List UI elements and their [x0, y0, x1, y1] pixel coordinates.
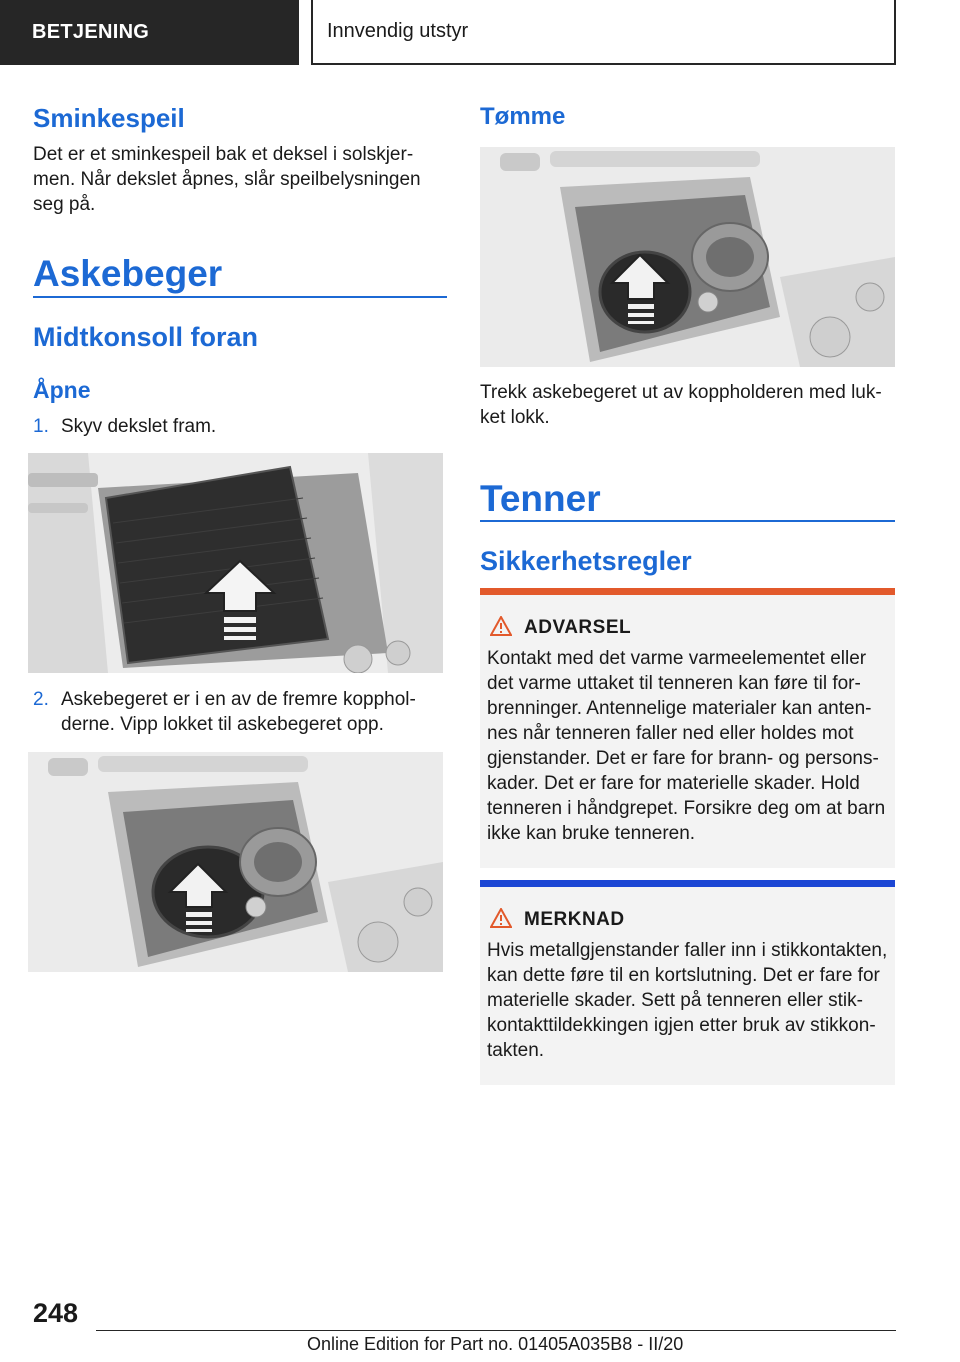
empty-text: Trekk askebegeret ut av koppholderen med luk-ket lokk.	[480, 382, 882, 428]
warning-triangle-icon	[490, 616, 512, 636]
empty-heading: Tømme	[480, 103, 566, 130]
step-text: Skyv dekslet fram.	[61, 416, 217, 437]
warning-box	[480, 588, 895, 868]
step-text: Askebegeret er i en av de fremre kopphol-derne. Vipp lokket til askebegeret opp.	[61, 689, 416, 735]
console-heading: Midtkonsoll foran	[33, 322, 258, 352]
note-text: Hvis metallgjenstander faller inn i stikkontakten, kan dette føre til en kortslutning. Det er fare for materielle skader. Sett på tenneren eller stik-kontakttildekkingen igjen etter bruk av stikkon-takten.	[487, 940, 888, 1061]
ashtray-removal-photo	[480, 147, 895, 367]
step-1	[33, 414, 443, 440]
note-bar	[480, 880, 895, 887]
step-number: 1.	[33, 416, 49, 437]
mirror-text: Det er et sminkespeil bak et deksel i solskjer-men. Når dekslet åpnes, slår speilbelysningen seg på.	[33, 144, 421, 215]
section-tab: BETJENING	[0, 0, 299, 65]
safety-heading: Sikkerhetsregler	[480, 546, 692, 576]
warning-triangle-icon	[490, 908, 512, 928]
mirror-heading: Sminkespeil	[33, 103, 185, 133]
console-cover-photo	[28, 453, 443, 673]
open-heading: Åpne	[33, 377, 91, 403]
footer-rule	[96, 1330, 896, 1331]
page-number: 248	[33, 1298, 79, 1328]
note-title: MERKNAD	[524, 909, 625, 930]
step-2	[33, 687, 443, 739]
section-rule	[480, 520, 895, 522]
step-number: 2.	[33, 689, 49, 710]
lighter-heading: Tenner	[480, 478, 601, 519]
cupholder-ashtray-photo	[28, 752, 443, 972]
chapter-title: Innvendig utstyr	[311, 0, 896, 65]
warning-bar	[480, 588, 895, 595]
warning-text: Kontakt med det varme varmeelementet eller det varme uttaket til tenneren kan føre til for-brenninger. Antennelige materialer kan anten-nes når tenneren faller ned eller holdes mot gjenstander. Det er fare for brann- og persons-kader. Det er fare for materielle skader. Hold tenneren i håndgrepet. Forsikre deg om at barn ikke kan bruke tenneren.	[487, 648, 886, 844]
warning-title: ADVARSEL	[524, 617, 632, 638]
ashtray-heading: Askebeger	[33, 253, 223, 294]
note-box	[480, 880, 895, 1085]
edition-footer: Online Edition for Part no. 01405A035B8 - II/20	[307, 1334, 684, 1354]
section-rule	[33, 296, 447, 298]
